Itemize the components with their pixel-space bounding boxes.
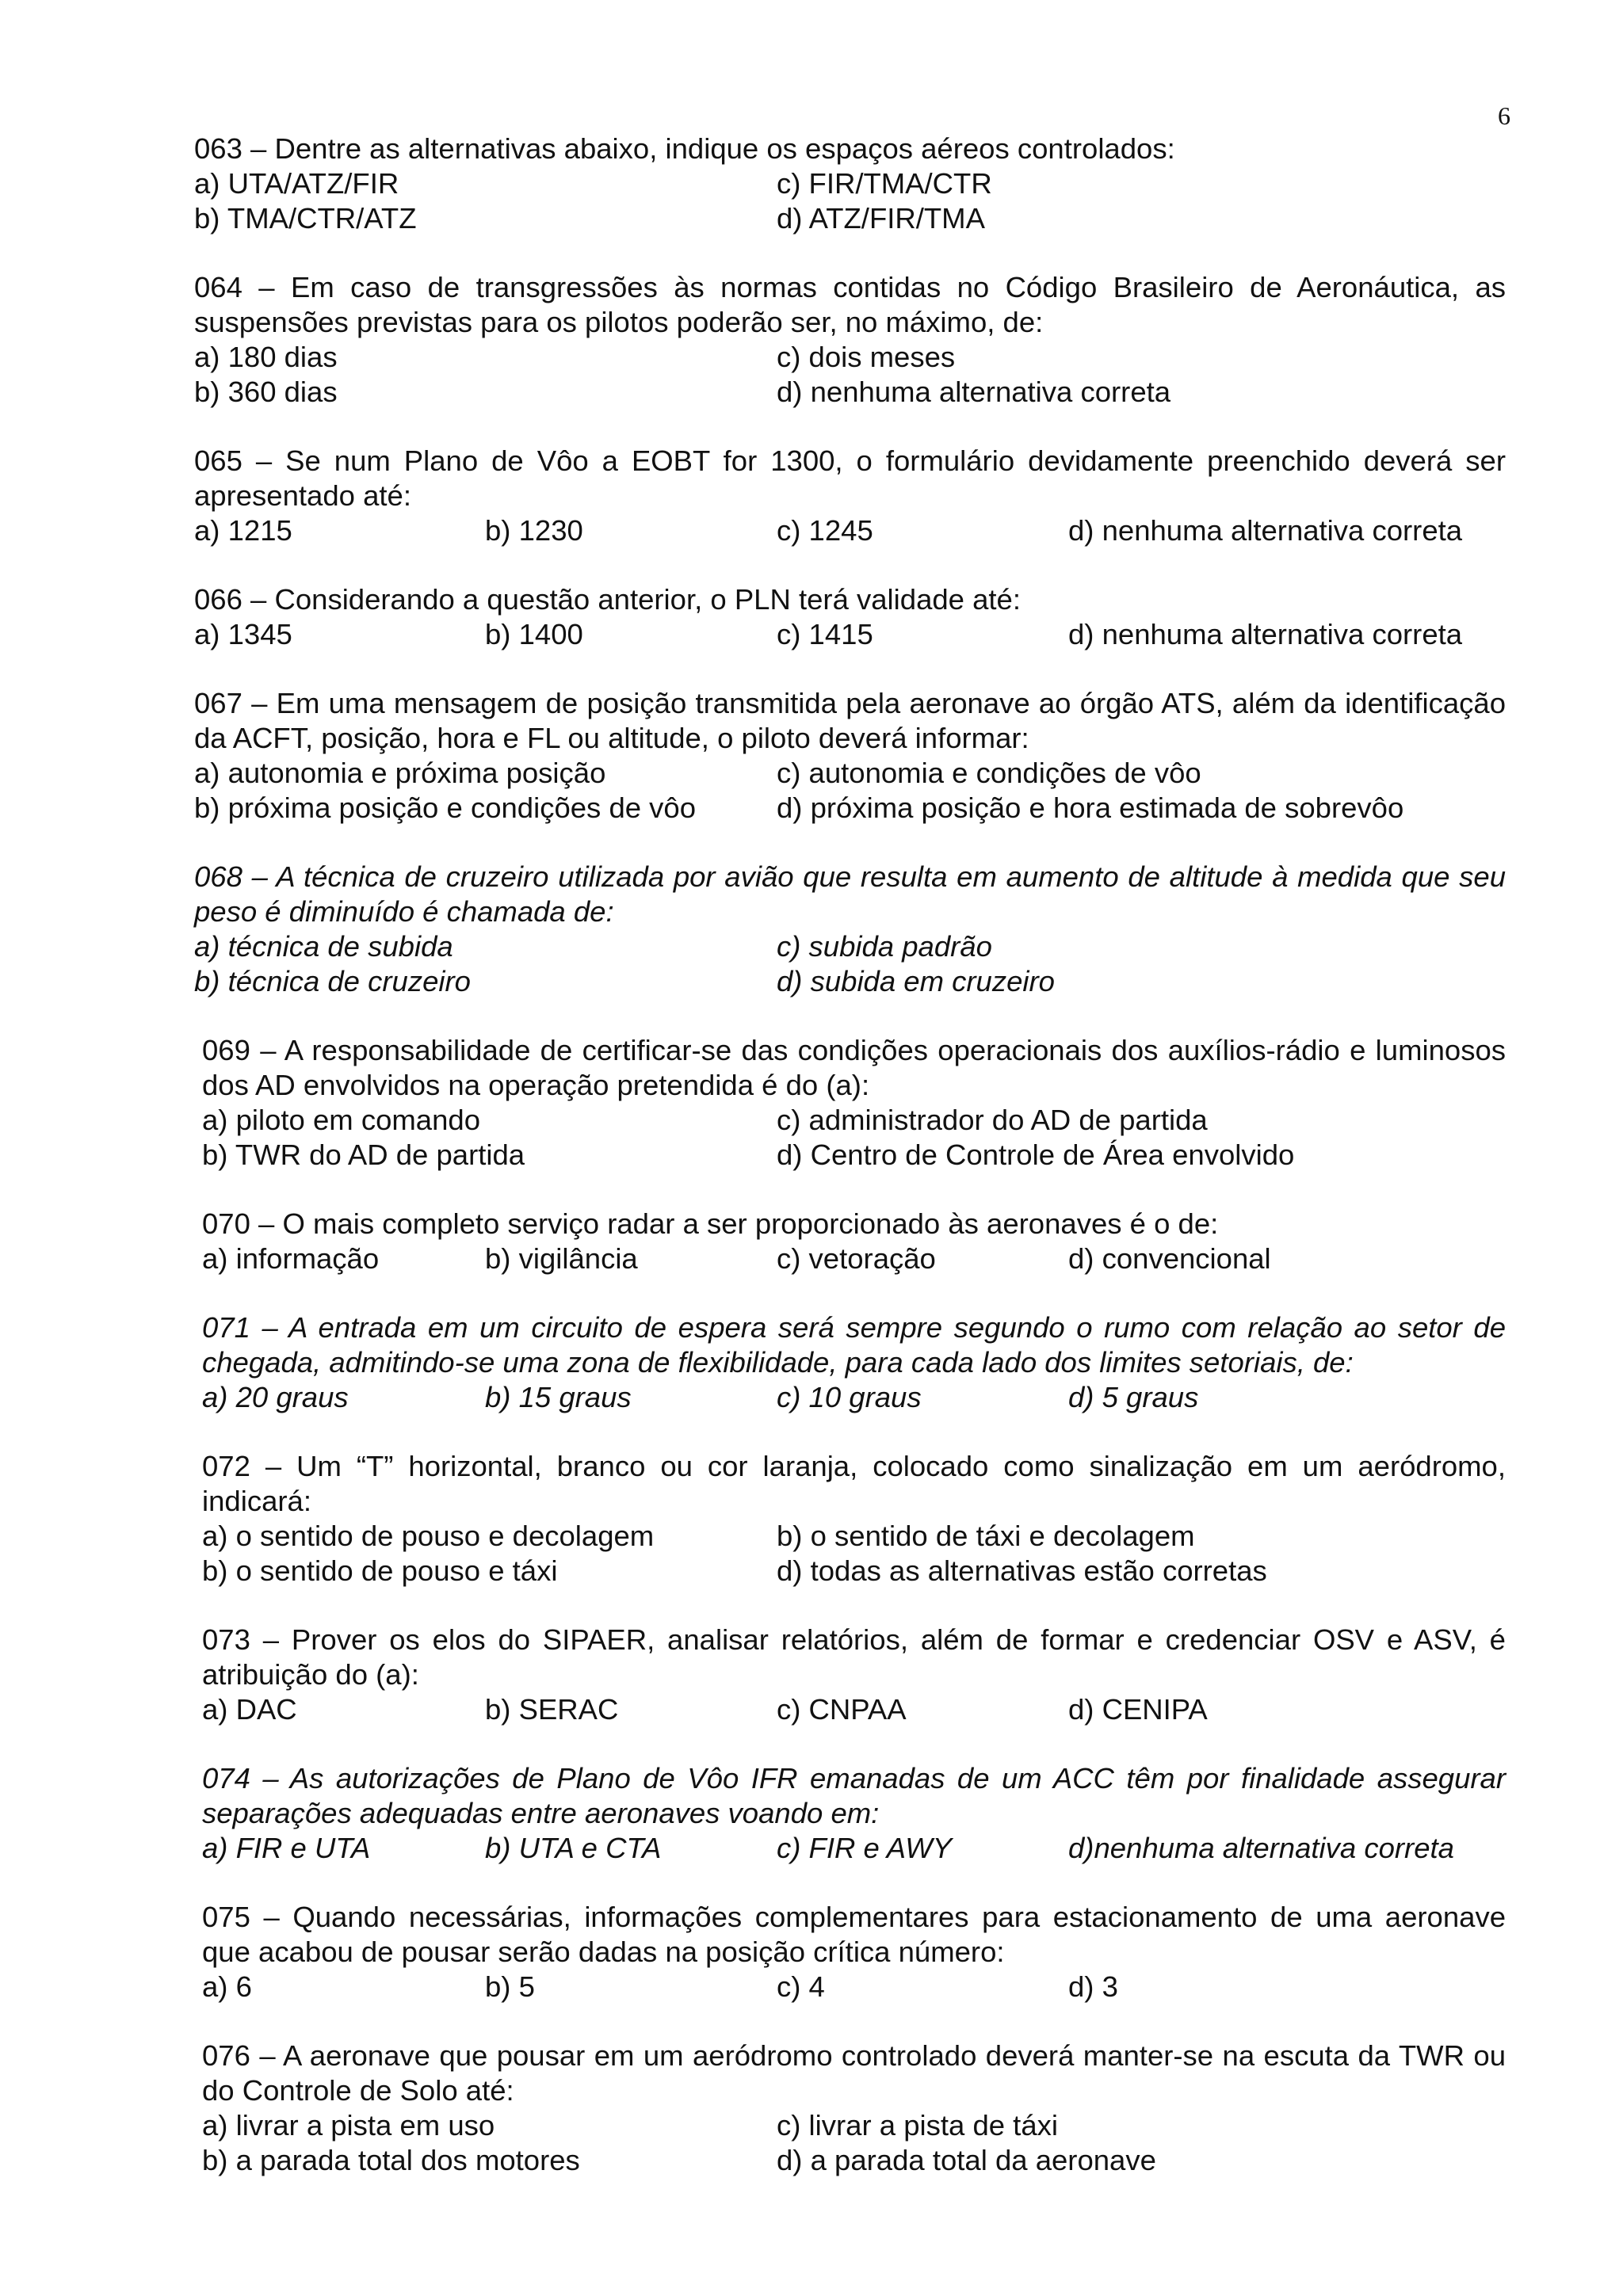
answer-row — [202, 1103, 1506, 1138]
question-067 — [194, 686, 1506, 826]
question-069 — [202, 1033, 1506, 1173]
question-066 — [194, 582, 1506, 652]
answer-option: d) CENIPA — [1068, 1693, 1208, 1726]
answer-option: c) vetoração — [777, 1242, 936, 1275]
answer-row — [194, 201, 1506, 236]
answer-option: d) nenhuma alternativa correta — [1068, 618, 1463, 650]
answer-option: c) FIR e AWY — [777, 1832, 953, 1864]
answer-row — [194, 756, 1506, 791]
answer-option: c) 1245 — [777, 514, 873, 547]
question-064 — [194, 270, 1506, 410]
answer-row — [194, 166, 1506, 201]
answer-option: c) FIR/TMA/CTR — [777, 167, 992, 200]
answer-option: b) 1230 — [485, 514, 583, 547]
answer-option: a) livrar a pista em uso — [202, 2109, 495, 2142]
answer-option: b) SERAC — [485, 1693, 619, 1726]
answer-option: b) a parada total dos motores — [202, 2144, 580, 2176]
question-stem: 072 – Um “T” horizontal, branco ou cor laranja, colocado como sinalização em um aeródromo, indicará: — [202, 1450, 1506, 1517]
answer-row — [194, 964, 1506, 999]
question-stem: 074 – As autorizações de Plano de Vôo IFR emanadas de um ACC têm por finalidade assegurar separações adequadas entre aeronaves voando em: — [202, 1762, 1506, 1829]
answer-option: d) a parada total da aeronave — [777, 2144, 1156, 2176]
answer-row — [194, 375, 1506, 410]
question-stem: 070 – O mais completo serviço radar a ser proporcionado às aeronaves é o de: — [202, 1207, 1219, 1240]
answer-option: a) 20 graus — [202, 1381, 349, 1413]
answer-option: d) subida em cruzeiro — [777, 965, 1055, 997]
answer-option: b) próxima posição e condições de vôo — [194, 791, 697, 824]
question-072 — [202, 1449, 1506, 1589]
answer-option: a) autonomia e próxima posição — [194, 757, 606, 789]
answer-option: c) 10 graus — [777, 1381, 922, 1413]
question-stem: 067 – Em uma mensagem de posição transmitida pela aeronave ao órgão ATS, além da identificação da ACFT, posição, hora e FL ou altitude, o piloto deverá informar: — [194, 687, 1506, 754]
answer-option: c) subida padrão — [777, 930, 992, 963]
question-stem: 065 – Se num Plano de Vôo a EOBT for 1300, o formulário devidamente preenchido deverá ser apresentado até: — [194, 444, 1506, 512]
answer-option: c) livrar a pista de táxi — [777, 2109, 1058, 2142]
answer-option: b) vigilância — [485, 1242, 638, 1275]
question-065 — [194, 444, 1506, 548]
answer-option: a) 1215 — [194, 514, 292, 547]
answer-option: a) piloto em comando — [202, 1104, 480, 1136]
page-number: 6 — [1498, 101, 1510, 130]
answer-option: a) informação — [202, 1242, 380, 1275]
answer-option: a) UTA/ATZ/FIR — [194, 167, 399, 200]
answer-option: d) nenhuma alternativa correta — [1068, 514, 1463, 547]
answer-option: b) 15 graus — [485, 1381, 632, 1413]
answer-row — [202, 2143, 1506, 2178]
answer-option: d) Centro de Controle de Área envolvido — [777, 1138, 1295, 1171]
answer-row — [194, 929, 1506, 964]
answer-option: b) 5 — [485, 1970, 535, 2003]
answer-option: b) 1400 — [485, 618, 583, 650]
answer-option: a) 180 dias — [194, 341, 338, 373]
answer-option: d) todas as alternativas estão corretas — [777, 1554, 1267, 1587]
question-073 — [202, 1623, 1506, 1727]
answer-row — [202, 1831, 1506, 1866]
question-075 — [202, 1900, 1506, 2004]
answer-option: a) FIR e UTA — [202, 1832, 371, 1864]
answer-option: b) o sentido de táxi e decolagem — [777, 1520, 1195, 1552]
question-stem: 063 – Dentre as alternativas abaixo, indique os espaços aéreos controlados: — [194, 132, 1175, 165]
answer-option: d) próxima posição e hora estimada de sobrevôo — [777, 791, 1404, 824]
answer-row — [202, 1554, 1506, 1589]
answer-option: b) técnica de cruzeiro — [194, 965, 471, 997]
answer-option: d) 5 graus — [1068, 1381, 1199, 1413]
answer-row — [202, 1519, 1506, 1554]
answer-row — [202, 2108, 1506, 2143]
question-stem: 075 – Quando necessárias, informações complementares para estacionamento de uma aeronave que acabou de pousar serão dadas na posição crítica número: — [202, 1901, 1506, 1968]
answer-option: a) o sentido de pouso e decolagem — [202, 1520, 655, 1552]
answer-row — [194, 513, 1506, 548]
question-stem: 069 – A responsabilidade de certificar-se das condições operacionais dos auxílios-rádio e luminosos dos AD envolvidos na operação pretendida é do (a): — [202, 1034, 1506, 1101]
answer-option: b) UTA e CTA — [485, 1832, 662, 1864]
answer-option: a) 1345 — [194, 618, 292, 650]
answer-option: a) técnica de subida — [194, 930, 453, 963]
answer-option: c) 4 — [777, 1970, 825, 2003]
answer-option: c) dois meses — [777, 341, 956, 373]
answer-option: b) o sentido de pouso e táxi — [202, 1554, 558, 1587]
answer-option: c) administrador do AD de partida — [777, 1104, 1208, 1136]
question-stem: 066 – Considerando a questão anterior, o PLN terá validade até: — [194, 583, 1021, 616]
answer-option: d) nenhuma alternativa correta — [777, 376, 1171, 408]
answer-option: a) 6 — [202, 1970, 252, 2003]
answer-row — [202, 1241, 1506, 1276]
question-076 — [202, 2039, 1506, 2178]
question-068 — [194, 860, 1506, 999]
answer-option: c) autonomia e condições de vôo — [777, 757, 1201, 789]
question-070 — [202, 1207, 1506, 1276]
answer-row — [202, 1138, 1506, 1173]
question-074 — [202, 1761, 1506, 1866]
answer-option: d) 3 — [1068, 1970, 1118, 2003]
question-stem: 068 – A técnica de cruzeiro utilizada por avião que resulta em aumento de altitude à medida que seu peso é diminuído é chamada de: — [194, 860, 1506, 928]
answer-option: c) CNPAA — [777, 1693, 907, 1726]
question-stem: 071 – A entrada em um circuito de espera será sempre segundo o rumo com relação ao setor de chegada, admitindo-se uma zona de flexibilidade, para cada lado dos limites setoriais, de: — [202, 1311, 1506, 1379]
answer-option: d) convencional — [1068, 1242, 1271, 1275]
answer-row — [194, 617, 1506, 652]
question-stem: 064 – Em caso de transgressões às normas contidas no Código Brasileiro de Aeronáutica, as suspensões previstas para os pilotos poderão ser, no máximo, de: — [194, 271, 1506, 338]
answer-row — [202, 1380, 1506, 1415]
answer-option: b) 360 dias — [194, 376, 338, 408]
answer-row — [194, 340, 1506, 375]
question-071 — [202, 1310, 1506, 1415]
answer-option: d) ATZ/FIR/TMA — [777, 202, 985, 235]
answer-option: b) TMA/CTR/ATZ — [194, 202, 417, 235]
answer-option: d)nenhuma alternativa correta — [1068, 1832, 1454, 1864]
question-stem: 073 – Prover os elos do SIPAER, analisar relatórios, além de formar e credenciar OSV e ASV, é atribuição do (a): — [202, 1623, 1506, 1691]
answer-row — [202, 1970, 1506, 2004]
answer-option: c) 1415 — [777, 618, 873, 650]
answer-row — [194, 791, 1506, 826]
answer-option: b) TWR do AD de partida — [202, 1138, 525, 1171]
answer-option: a) DAC — [202, 1693, 297, 1726]
answer-row — [202, 1692, 1506, 1727]
question-063 — [194, 132, 1506, 236]
question-stem: 076 – A aeronave que pousar em um aeródromo controlado deverá manter-se na escuta da TWR ou do Controle de Solo até: — [202, 2039, 1506, 2107]
